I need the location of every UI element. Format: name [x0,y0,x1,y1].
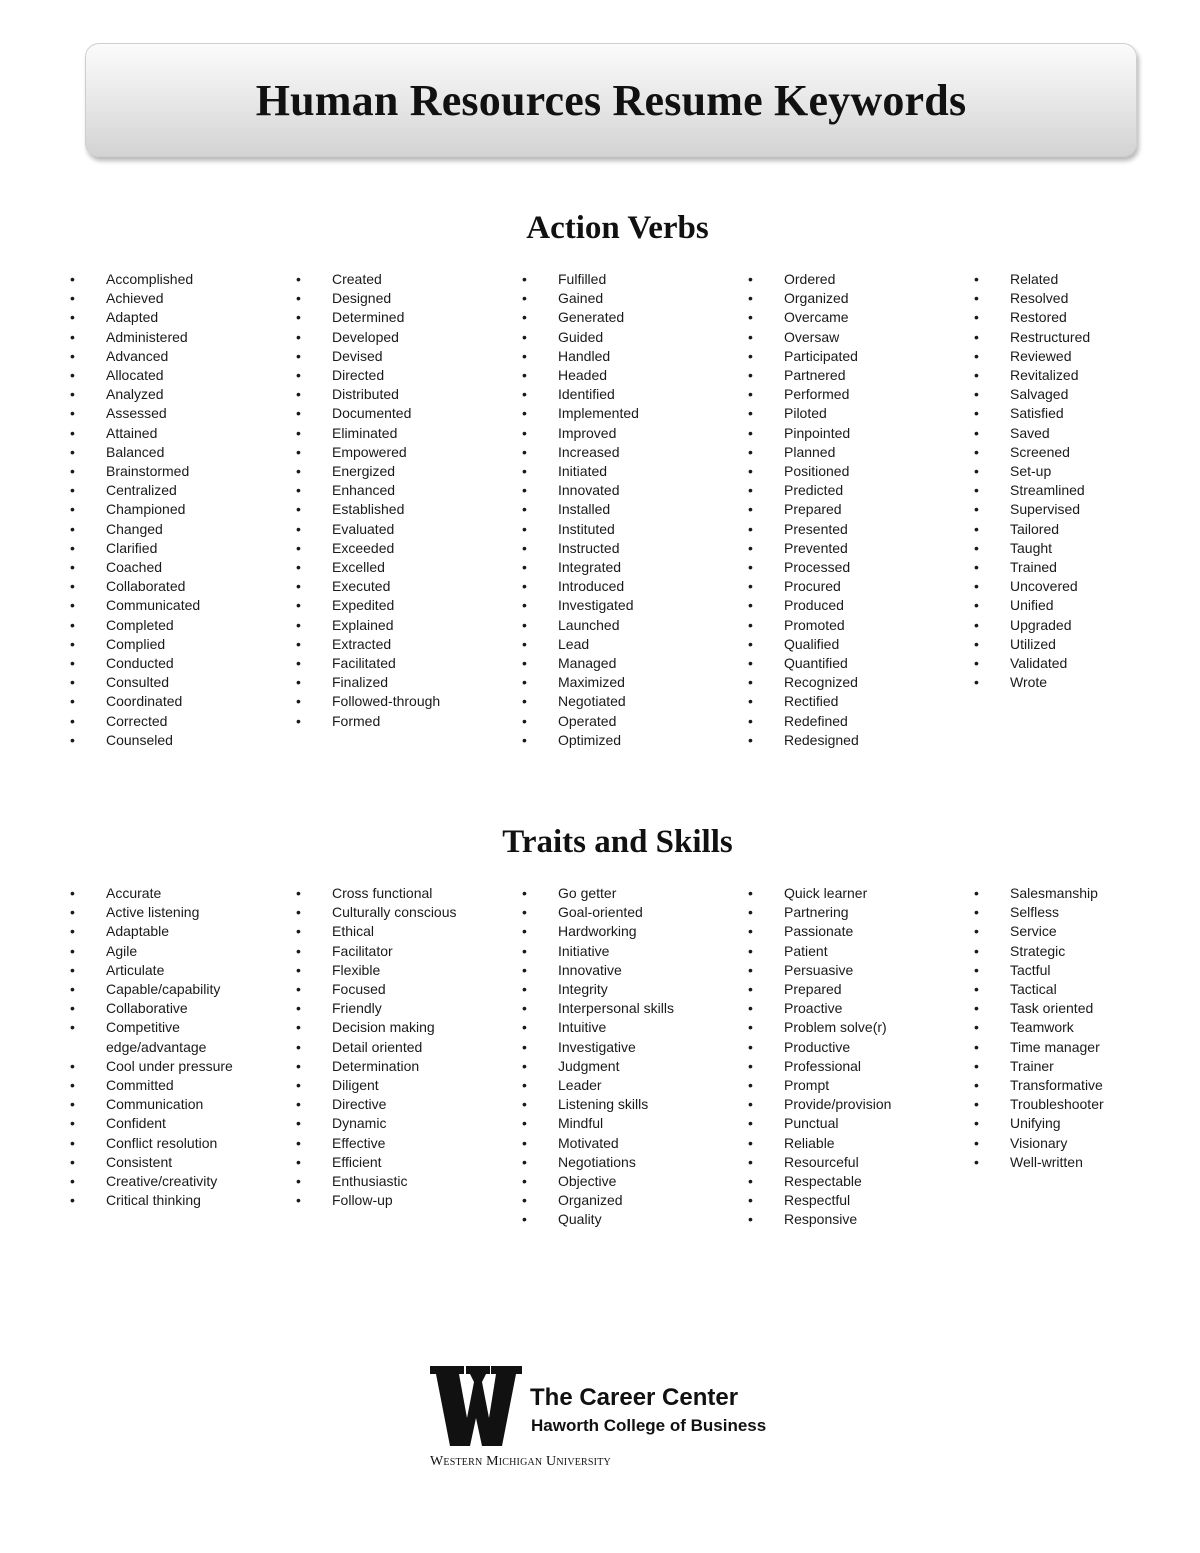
keyword-item: • Qualified [748,635,954,654]
keyword-item: • Investigated [522,596,728,615]
keyword-item: • Processed [748,558,954,577]
keyword-item: • Launched [522,616,728,635]
keyword-item: • Intuitive [522,1018,728,1037]
keyword-item: • Instituted [522,520,728,539]
keyword-item: • Energized [296,462,502,481]
keyword-item: • Focused [296,980,502,999]
keyword-item: • Effective [296,1134,502,1153]
keyword-item: • Competitive edge/advantage [70,1018,276,1056]
keyword-item: • Formed [296,712,502,731]
keyword-item: • Culturally conscious [296,903,502,922]
keyword-item: • Committed [70,1076,276,1095]
keyword-item: • Agile [70,942,276,961]
keyword-item: • Determination [296,1057,502,1076]
keyword-item: • Selfless [974,903,1180,922]
keyword-item: • Organized [748,289,954,308]
keyword-item: • Redesigned [748,731,954,750]
keyword-item: • Organized [522,1191,728,1210]
keyword-item: • Confident [70,1114,276,1133]
logo-line-career-center: The Career Center [530,1384,739,1411]
keyword-item: • Dynamic [296,1114,502,1133]
keyword-item: • Positioned [748,462,954,481]
keyword-column [70,270,276,750]
keyword-item: • Designed [296,289,502,308]
keyword-item: • Proactive [748,999,954,1018]
keyword-item: • Accurate [70,884,276,903]
keyword-item: • Respectful [748,1191,954,1210]
keyword-item: • Quick learner [748,884,954,903]
keyword-item: • Adapted [70,308,276,327]
keyword-item: • Go getter [522,884,728,903]
keyword-item: • Oversaw [748,328,954,347]
keyword-item: • Distributed [296,385,502,404]
keyword-item: • Task oriented [974,999,1180,1018]
keyword-item: • Analyzed [70,385,276,404]
keyword-item: • Clarified [70,539,276,558]
career-center-logo [430,1366,790,1476]
keyword-item: • Predicted [748,481,954,500]
keyword-item: • Wrote [974,673,1180,692]
keyword-item: • Participated [748,347,954,366]
keyword-item: • Changed [70,520,276,539]
keyword-item: • Prevented [748,539,954,558]
keyword-item: • Prompt [748,1076,954,1095]
keyword-item: • Coordinated [70,692,276,711]
keyword-item: • Persuasive [748,961,954,980]
keyword-item: • Negotiations [522,1153,728,1172]
keyword-item: • Transformative [974,1076,1180,1095]
keyword-item: • Redefined [748,712,954,731]
keyword-item: • Visionary [974,1134,1180,1153]
keyword-item: • Collaborated [70,577,276,596]
section-heading-traits-and-skills: Traits and Skills [502,824,733,860]
keyword-item: • Headed [522,366,728,385]
keyword-item: • Responsive [748,1210,954,1229]
keyword-item: • Eliminated [296,424,502,443]
keyword-item: • Championed [70,500,276,519]
keyword-item: • Set-up [974,462,1180,481]
keyword-item: • Prepared [748,500,954,519]
keyword-item: • Enhanced [296,481,502,500]
keyword-item: • Brainstormed [70,462,276,481]
keyword-item: • Operated [522,712,728,731]
keyword-item: • Generated [522,308,728,327]
keyword-item: • Facilitated [296,654,502,673]
keyword-item: • Time manager [974,1038,1180,1057]
keyword-item: • Improved [522,424,728,443]
keyword-item: • Facilitator [296,942,502,961]
keyword-column [748,270,954,750]
keyword-item: • Professional [748,1057,954,1076]
keyword-item: • Judgment [522,1057,728,1076]
keyword-item: • Motivated [522,1134,728,1153]
keyword-item: • Integrated [522,558,728,577]
keyword-item: • Collaborative [70,999,276,1018]
keyword-item: • Evaluated [296,520,502,539]
keyword-item: • Devised [296,347,502,366]
keyword-item: • Friendly [296,999,502,1018]
keyword-item: • Installed [522,500,728,519]
keyword-item: • Screened [974,443,1180,462]
keyword-item: • Resolved [974,289,1180,308]
keyword-item: • Restructured [974,328,1180,347]
keyword-item: • Conducted [70,654,276,673]
keyword-item: • Trained [974,558,1180,577]
keyword-item: • Tactical [974,980,1180,999]
keyword-item: • Supervised [974,500,1180,519]
keyword-item: • Unified [974,596,1180,615]
wmu-w-logo-icon [430,1366,522,1446]
keyword-item: • Salvaged [974,385,1180,404]
keyword-item: • Consulted [70,673,276,692]
keyword-item: • Finalized [296,673,502,692]
keyword-item: • Follow-up [296,1191,502,1210]
keyword-item: • Quantified [748,654,954,673]
keyword-item: • Interpersonal skills [522,999,728,1018]
keyword-item: • Respectable [748,1172,954,1191]
keyword-item: • Planned [748,443,954,462]
keyword-item: • Guided [522,328,728,347]
keyword-column [522,884,728,1230]
keyword-item: • Corrected [70,712,276,731]
keyword-item: • Strategic [974,942,1180,961]
keyword-item: • Allocated [70,366,276,385]
keyword-item: • Validated [974,654,1180,673]
logo-line-college: Haworth College of Business [531,1416,767,1435]
keyword-item: • Initiated [522,462,728,481]
keyword-item: • Exceeded [296,539,502,558]
keyword-item: • Handled [522,347,728,366]
keyword-item: • Restored [974,308,1180,327]
keyword-column [296,884,502,1210]
keyword-item: • Completed [70,616,276,635]
keyword-item: • Saved [974,424,1180,443]
keyword-item: • Identified [522,385,728,404]
keyword-item: • Efficient [296,1153,502,1172]
keyword-item: • Created [296,270,502,289]
keyword-item: • Rectified [748,692,954,711]
keyword-item: • Promoted [748,616,954,635]
keyword-item: • Prepared [748,980,954,999]
keyword-item: • Ethical [296,922,502,941]
keyword-item: • Utilized [974,635,1180,654]
keyword-item: • Decision making [296,1018,502,1037]
keyword-item: • Partnering [748,903,954,922]
keyword-item: • Presented [748,520,954,539]
keyword-item: • Adaptable [70,922,276,941]
keyword-item: • Communication [70,1095,276,1114]
keyword-item: • Patient [748,942,954,961]
keyword-item: • Advanced [70,347,276,366]
keyword-item: • Problem solve(r) [748,1018,954,1037]
keyword-item: • Passionate [748,922,954,941]
keyword-item: • Pinpointed [748,424,954,443]
keyword-item: • Overcame [748,308,954,327]
keyword-item: • Goal-oriented [522,903,728,922]
keyword-item: • Detail oriented [296,1038,502,1057]
keyword-item: • Teamwork [974,1018,1180,1037]
keyword-column [70,884,276,1210]
keyword-item: • Complied [70,635,276,654]
keyword-item: • Troubleshooter [974,1095,1180,1114]
keyword-item: • Increased [522,443,728,462]
keyword-item: • Punctual [748,1114,954,1133]
keyword-item: • Productive [748,1038,954,1057]
keyword-item: • Balanced [70,443,276,462]
keyword-item: • Lead [522,635,728,654]
keyword-item: • Critical thinking [70,1191,276,1210]
keyword-item: • Executed [296,577,502,596]
keyword-item: • Introduced [522,577,728,596]
title-banner [85,43,1137,157]
keyword-item: • Expedited [296,596,502,615]
keyword-item: • Followed-through [296,692,502,711]
keyword-item: • Documented [296,404,502,423]
keyword-item: • Recognized [748,673,954,692]
logo-line-university: Western Michigan University [430,1454,611,1469]
keyword-item: • Coached [70,558,276,577]
keyword-column [974,884,1180,1172]
keyword-item: • Taught [974,539,1180,558]
keyword-item: • Flexible [296,961,502,980]
keyword-item: • Managed [522,654,728,673]
keyword-item: • Assessed [70,404,276,423]
keyword-item: • Tactful [974,961,1180,980]
keyword-item: • Streamlined [974,481,1180,500]
keyword-item: • Counseled [70,731,276,750]
keyword-item: • Communicated [70,596,276,615]
keyword-item: • Tailored [974,520,1180,539]
keyword-column [296,270,502,731]
keyword-item: • Instructed [522,539,728,558]
keyword-item: • Well-written [974,1153,1180,1172]
keyword-item: • Attained [70,424,276,443]
keyword-item: • Enthusiastic [296,1172,502,1191]
keyword-item: • Resourceful [748,1153,954,1172]
keyword-item: • Related [974,270,1180,289]
keyword-item: • Directive [296,1095,502,1114]
keyword-item: • Implemented [522,404,728,423]
keyword-item: • Capable/capability [70,980,276,999]
keyword-item: • Directed [296,366,502,385]
keyword-item: • Investigative [522,1038,728,1057]
keyword-item: • Unifying [974,1114,1180,1133]
section-heading-action-verbs: Action Verbs [526,210,709,246]
keyword-item: • Empowered [296,443,502,462]
keyword-item: • Revitalized [974,366,1180,385]
keyword-item: • Diligent [296,1076,502,1095]
keyword-item: • Gained [522,289,728,308]
keyword-item: • Articulate [70,961,276,980]
keyword-item: • Extracted [296,635,502,654]
keyword-column [748,884,954,1230]
keyword-item: • Hardworking [522,922,728,941]
keyword-item: • Centralized [70,481,276,500]
keyword-item: • Creative/creativity [70,1172,276,1191]
keyword-item: • Negotiated [522,692,728,711]
keyword-item: • Excelled [296,558,502,577]
keyword-item: • Produced [748,596,954,615]
keyword-item: • Cross functional [296,884,502,903]
keyword-column [974,270,1180,692]
keyword-item: • Partnered [748,366,954,385]
keyword-item: • Salesmanship [974,884,1180,903]
keyword-item: • Active listening [70,903,276,922]
keyword-item: • Administered [70,328,276,347]
keyword-item: • Uncovered [974,577,1180,596]
page-title: Human Resources Resume Keywords [255,75,967,125]
keyword-item: • Reviewed [974,347,1180,366]
keyword-column [522,270,728,750]
keyword-item: • Mindful [522,1114,728,1133]
keyword-item: • Explained [296,616,502,635]
keyword-item: • Innovative [522,961,728,980]
keyword-item: • Cool under pressure [70,1057,276,1076]
keyword-item: • Piloted [748,404,954,423]
keyword-item: • Satisfied [974,404,1180,423]
keyword-item: • Procured [748,577,954,596]
keyword-item: • Objective [522,1172,728,1191]
keyword-item: • Reliable [748,1134,954,1153]
keyword-item: • Quality [522,1210,728,1229]
keyword-item: • Fulfilled [522,270,728,289]
keyword-item: • Established [296,500,502,519]
keyword-item: • Listening skills [522,1095,728,1114]
keyword-item: • Leader [522,1076,728,1095]
keyword-item: • Maximized [522,673,728,692]
keyword-item: • Service [974,922,1180,941]
keyword-item: • Integrity [522,980,728,999]
keyword-item: • Developed [296,328,502,347]
keyword-item: • Achieved [70,289,276,308]
keyword-item: • Performed [748,385,954,404]
keyword-item: • Innovated [522,481,728,500]
keyword-item: • Optimized [522,731,728,750]
keyword-item: • Upgraded [974,616,1180,635]
keyword-item: • Consistent [70,1153,276,1172]
keyword-item: • Initiative [522,942,728,961]
keyword-item: • Accomplished [70,270,276,289]
keyword-item: • Determined [296,308,502,327]
keyword-item: • Trainer [974,1057,1180,1076]
keyword-item: • Ordered [748,270,954,289]
keyword-item: • Conflict resolution [70,1134,276,1153]
keyword-item: • Provide/provision [748,1095,954,1114]
